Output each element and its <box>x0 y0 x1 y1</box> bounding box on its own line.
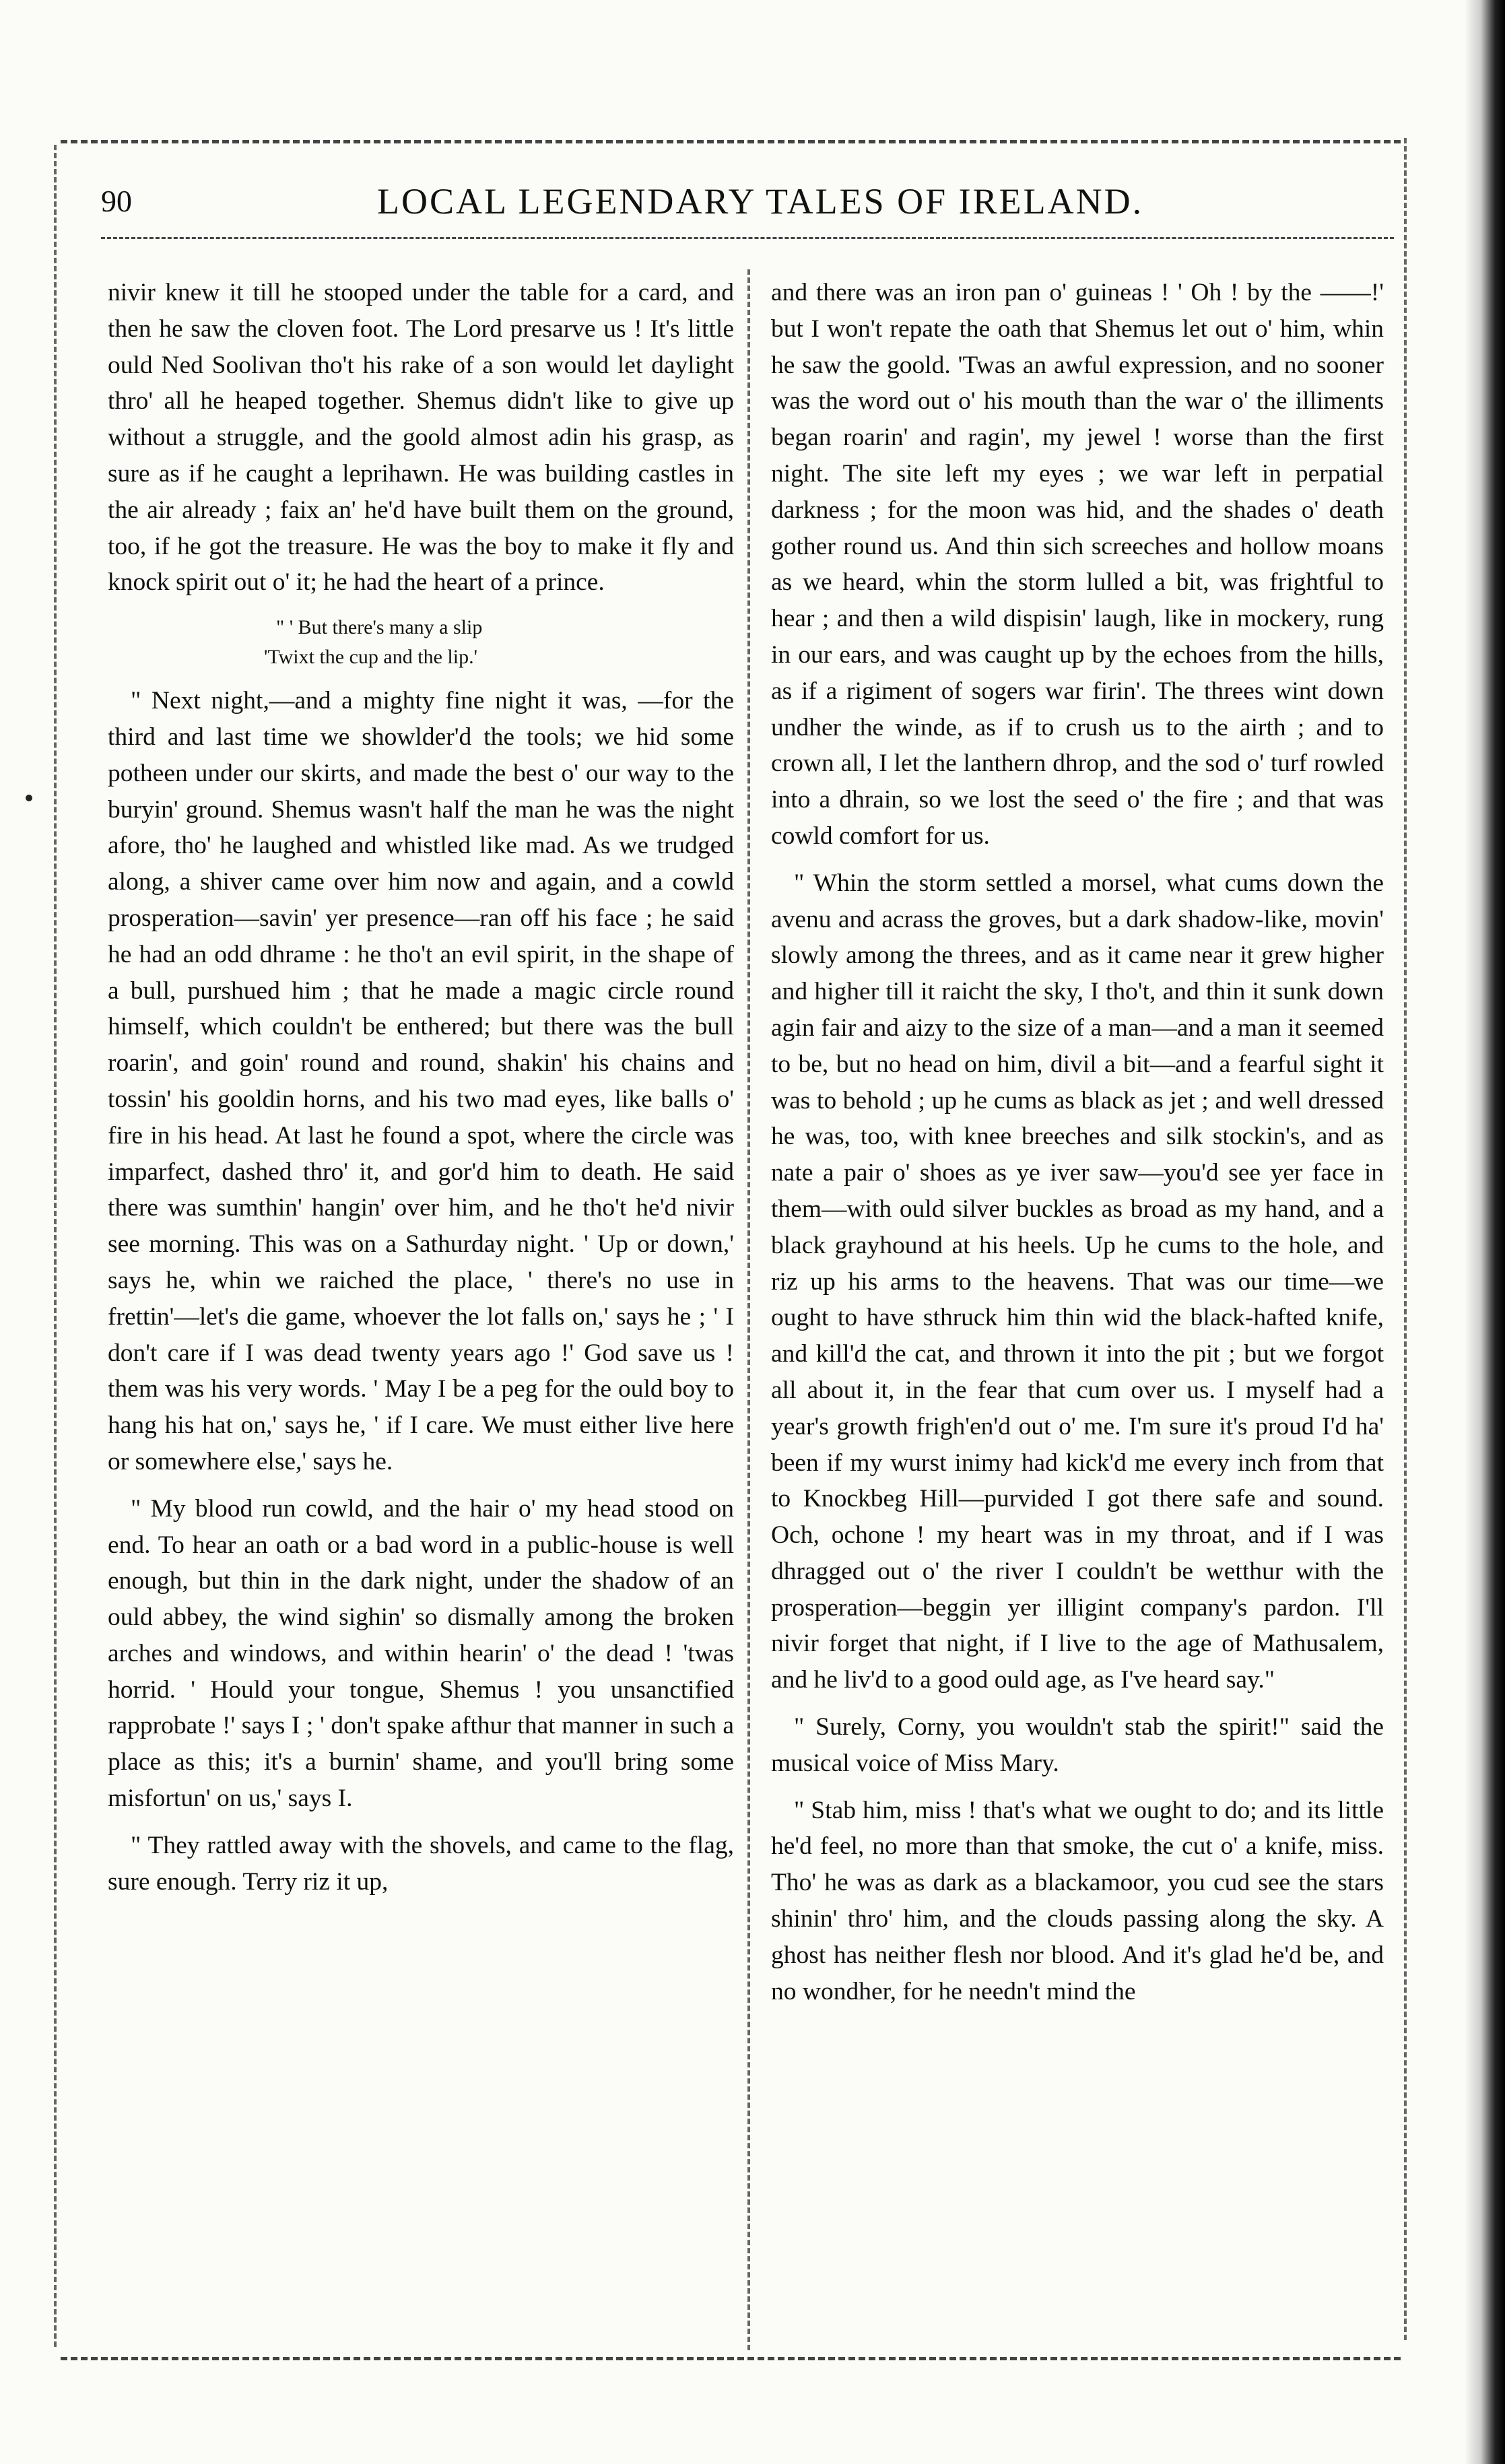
page-edge-shadow <box>1465 0 1505 2464</box>
header-rule <box>101 237 1394 239</box>
top-ornamental-rule <box>61 140 1401 143</box>
column-divider <box>747 269 750 2350</box>
bottom-ornamental-rule <box>61 2357 1401 2360</box>
left-column <box>108 275 734 1900</box>
paragraph: " Whin the storm settled a morsel, what cums down the avenu and acrass the groves, but a dark shadow-like, movin' slowly among the threes, and as it came near it grew higher and higher till it raicht the sky, I tho't, and thin it sunk down agin fair and aizy to the size of a man—and a man it seemed to be, but no head on him, divil a bit—and a fearful sight it was to behold ; up he cums as black as jet ; and well dressed he was, too, with knee breeches and silk stockin's, and as nate a pair o' shoes as ye iver saw—you'd see yer face in them—with ould silver buckles as broad as my hand, and a black grayhound at his heels. Up he cums to the hole, and riz up his arms to the heavens. That was our time—we ought to have sthruck him thin wid the black-hafted knife, and kill'd the cat, and thrown it into the pit ; but we forgot all about it, in the fear that cum over us. I myself had a year's growth frigh'en'd out o' me. I'm sure it's proud I'd ha' been if my wurst inimy had kick'd me every inch from that to Knockbeg Hill—purvided I got there safe and sound. Och, ochone ! my heart was in my throat, and if I was dhragged out o' the river I couldn't be wetthur with the prosperation—beggin yer illigint company's pardon. I'll nivir forget that night, if I live to the age of Mathusalem, and he liv'd to a good ould age, as I've heard say." <box>771 869 1384 1694</box>
verse-line: " ' But there's many a slip <box>276 616 483 639</box>
verse-line: 'Twixt the cup and the lip.' <box>264 646 477 669</box>
left-margin-rule <box>54 145 57 2347</box>
paragraph: " Surely, Corny, you wouldn't stab the spirit!" said the musical voice of Miss Mary. <box>771 1713 1384 1777</box>
margin-mark <box>26 795 32 801</box>
right-column <box>771 275 1384 2009</box>
verse-quote <box>108 613 734 672</box>
paragraph: nivir knew it till he stooped under the table for a card, and then he saw the cloven foot. The Lord presarve us ! It's little ould Ned Soolivan tho't his rake of a son would let daylight thro' all he heaped together. Shemus didn't like to give up without a struggle, and the goold almost adin his grasp, as sure as if he caught a leprihawn. He was building castles in the air already ; faix an' he'd have built them on the ground, too, if he got the treasure. He was the boy to make it fly and knock spirit out o' it; he had the heart of a prince. <box>108 279 734 597</box>
running-title: LOCAL LEGENDARY TALES OF IRELAND. <box>377 181 1144 222</box>
paragraph: " Next night,—and a mighty fine night it was, —for the third and last time we showlder'd the tools; we hid some potheen under our skirts, and made the best o' our way to the buryin' ground. Shemus wasn't half the man he was the night afore, tho' he laughed and whistled like mad. As we trudged along, a shiver came over him now and again, and a cowld prosperation—savin' yer presence—ran off his face ; he said he had an odd dhrame : he tho't an evil spirit, in the shape of a bull, purshued him ; that he made a magic circle round himself, which couldn't be enthered; but there was the bull roarin', and goin' round and round, shakin' his chains and tossin' his gooldin horns, and his two mad eyes, like balls o' fire in his head. At last he found a spot, where the circle was imparfect, dashed thro' it, and gor'd him to death. He said there was sumthin' hangin' over him, and he tho't he'd nivir see morning. This was on a Sathurday night. ' Up or down,' says he, whin we raiched the place, ' there's no use in frettin'—let's die game, whoever the lot falls on,' says he ; ' I don't care if I was dead twenty years ago !' God save us ! them was his very words. ' May I be a peg for the ould boy to hang his hat on,' says he, ' if I care. We must either live here or somewhere else,' says he. <box>108 687 734 1475</box>
page-number: 90 <box>101 184 132 218</box>
paragraph: " My blood run cowld, and the hair o' my head stood on end. To hear an oath or a bad word in a public-house is well enough, but thin in the dark night, under the shadow of an ould abbey, the wind sighin' so dismally among the broken arches and windows, and within hearin' o' the dead ! 'twas horrid. ' Hould your tongue, Shemus ! you unsanctified rapprobate !' says I ; ' don't spake afthur that manner in such a place as this; it's a burnin' shame, and you'll bring some misfortun' on us,' says I. <box>108 1494 734 1813</box>
paragraph: " Stab him, miss ! that's what we ought to do; and its little he'd feel, no more than that smoke, the cut o' a knife, miss. Tho' he was as dark as a blackamoor, you cud see the stars shinin' thro' him, and the clouds passing along the sky. A ghost has neither flesh nor blood. And it's glad he'd be, and no wondher, for he needn't mind the <box>771 1796 1384 2005</box>
paragraph: " They rattled away with the shovels, and came to the flag, sure enough. Terry riz it up, <box>108 1831 734 1896</box>
paragraph: and there was an iron pan o' guineas ! ' Oh ! by the ——!' but I won't repate the oath that Shemus let out o' him, whin he saw the goold. 'Twas an awful expression, and no sooner was the word out o' his mouth than the war o' the illiments began roarin' and ragin', my jewel ! worse than the first night. The site left my eyes ; we war left in perpatial darkness ; for the moon was hid, and the shades o' death gother round us. And thin sich screeches and hollow moans as we heard, whin the storm lulled a bit, was frightful to hear ; and then a wild dispisin' laugh, like in mockery, rung in our ears, and was caught up by the echoes from the hills, as if a rigiment of sogers war firin'. The threes wint down undher the winde, as if to crush us to the airth ; and to crown all, I let the lanthern dhrop, and the sod o' turf rowled into a dhrain, so we lost the seed o' the fire ; and that was cowld comfort for us. <box>771 279 1384 850</box>
right-margin-rule <box>1404 138 1407 2340</box>
